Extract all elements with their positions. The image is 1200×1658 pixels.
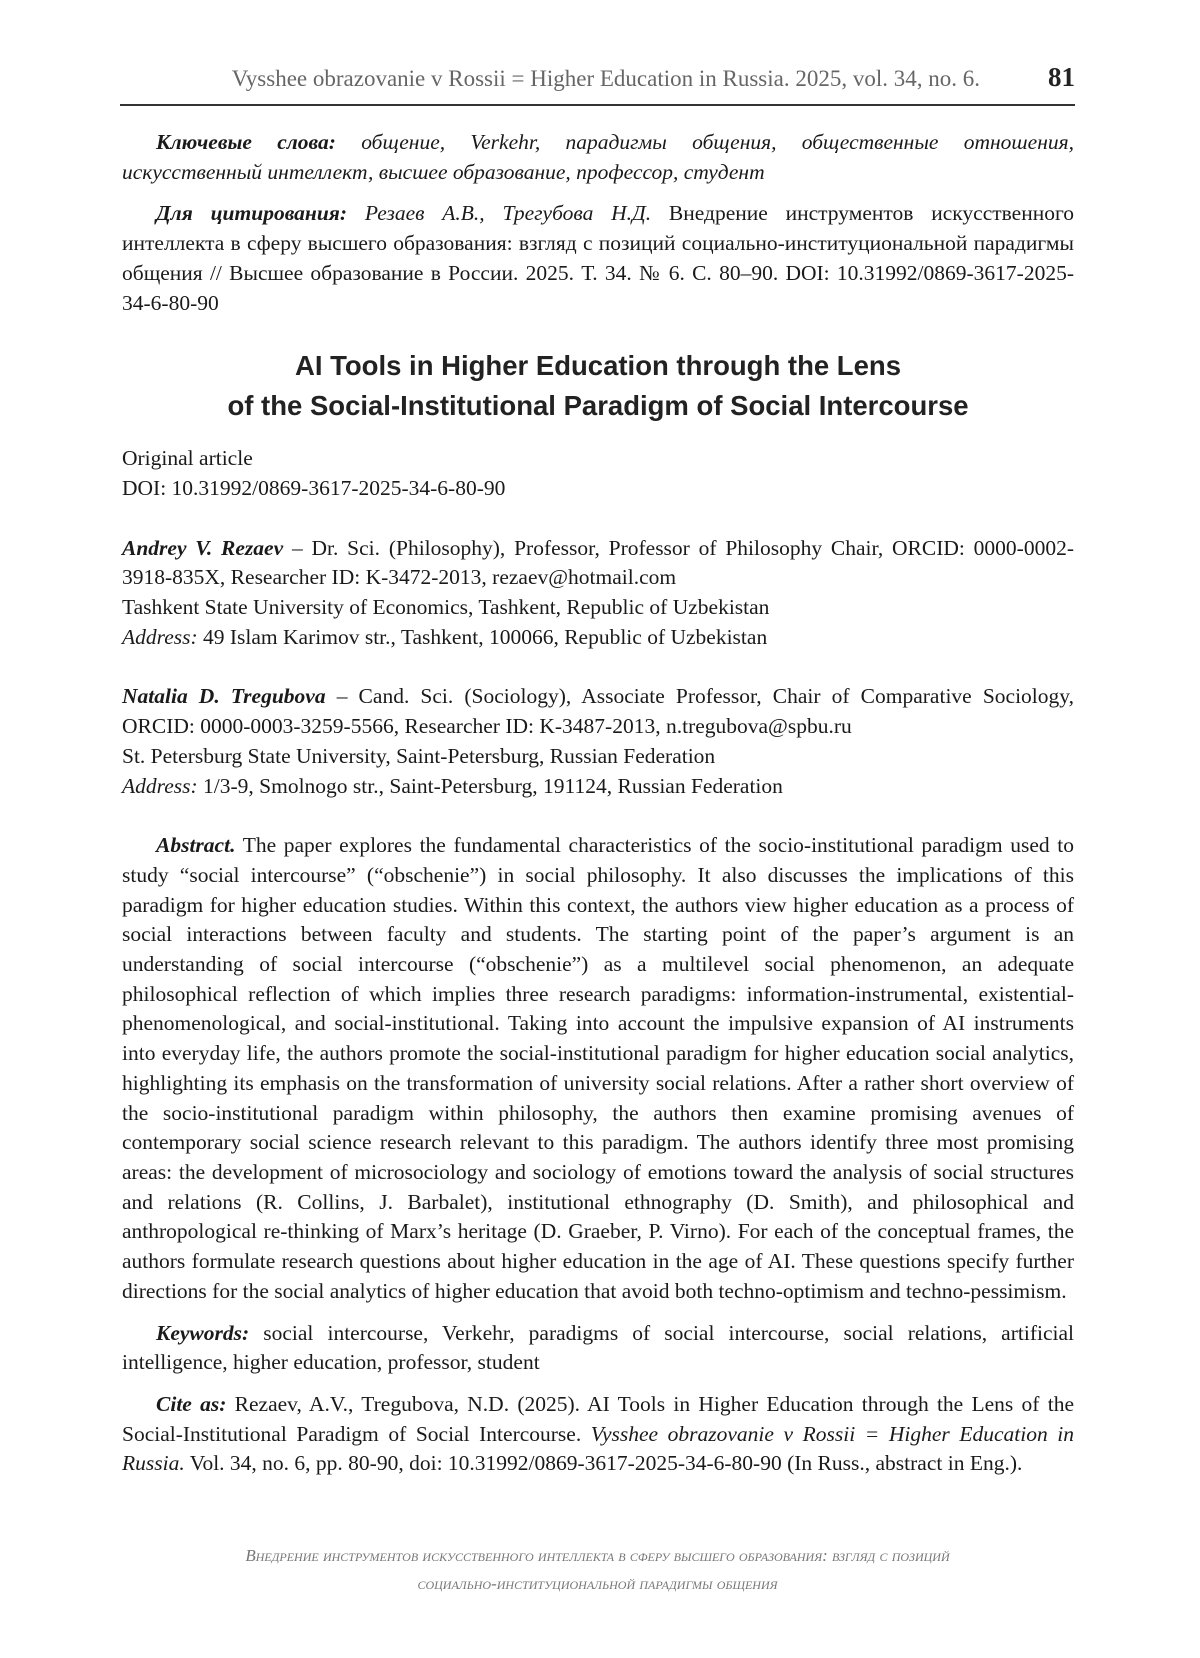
italic-text: Vysshee obrazovanie v Rossii = Higher Education in Russia.	[122, 1421, 1074, 1476]
italic-text: общение, Verkehr, парадигмы общения, общественные отношения, искусственный интеллект, высшее образование, профессор, студент	[122, 130, 1074, 184]
body-text: social intercourse, Verkehr, paradigms of social intercourse, social relations, artificial intelligence, higher education, professor, student	[122, 1320, 1074, 1375]
footer-line: Внедрение инструментов искусственного интеллекта в сферу высшего образования: взгляд с позиций	[245, 1546, 950, 1565]
body-text: – Cand. Sci. (Sociology), Associate Professor, Chair of Comparative Sociology, ORCID: 0000-0003-3259-5566, Researcher ID: K-3487-2013, n.tregubova@spbu.ru	[122, 684, 1074, 739]
keywords	[122, 1319, 1074, 1378]
author-affiliation: Tashkent State University of Economics, Tashkent, Republic of Uzbekistan	[122, 595, 770, 620]
body-text: Vol. 34, no. 6, pp. 80-90, doi: 10.31992/0869-3617-2025-34-6-80-90 (In Russ., abstract in Eng.).	[184, 1451, 1023, 1476]
label-text: Abstract.	[156, 833, 236, 858]
footer-line: социально-институциональной парадигмы общения	[417, 1574, 778, 1593]
address-value: 49 Islam Karimov str., Tashkent, 100066, Republic of Uzbekistan	[197, 624, 768, 649]
russian-citation	[122, 199, 1074, 318]
page-number: 81	[1048, 62, 1075, 92]
body-text: Внедрение инструментов искусственного интеллекта в сферу высшего образования: взгляд с позиций социально-институциональной парадигмы общения // Высшее образование в России. 2025. Т. 34. № 6. С. 80–90. DOI: 10.31992/0869-3617-2025-34-6-80-90	[122, 201, 1074, 315]
label-text: Andrey V. Rezaev	[122, 535, 284, 560]
abstract	[122, 831, 1074, 1306]
address-label: Address:	[122, 624, 198, 649]
author-bio	[122, 534, 1074, 593]
address-label: Address:	[122, 773, 198, 798]
author-block	[122, 682, 1074, 801]
body-text: – Dr. Sci. (Philosophy), Professor, Professor of Philosophy Chair, ORCID: 0000-0002-3918-835X, Researcher ID: K-3472-2013, rezaev@hotmail.com	[122, 535, 1074, 590]
author-bio	[122, 682, 1074, 741]
article-title-line: AI Tools in Higher Education through the Lens	[294, 350, 901, 382]
label-text: Ключевые слова:	[156, 130, 336, 154]
body-text: Rezaev, A.V., Tregubova, N.D. (2025). AI Tools in Higher Education through the Lens of the Social-Institutional Paradigm of Social Intercourse.	[122, 1391, 1074, 1446]
label-text: Keywords:	[156, 1320, 250, 1345]
russian-keywords	[122, 128, 1074, 187]
cite-as	[122, 1390, 1074, 1479]
body-text: The paper explores the fundamental characteristics of the socio-institutional paradigm used to study “social intercourse” (“obschenie”) in social philosophy. It also discusses the implications of this paradigm for higher education studies. Within this context, the authors view higher education as a process of social interactions between faculty and students. The starting point of the paper’s argument is an understanding of social intercourse (“obschenie”) as a multilevel social phenomenon, an adequate philosophical reflection of which implies three research paradigms: information-instrumental, existential-phenomenological, and social-institutional. Taking into account the impulsive expansion of AI instruments into everyday life, the authors promote the social-institutional paradigm for higher education social analytics, highlighting its emphasis on the transformation of university social relations. After a rather short overview of the socio-institutional paradigm within philosophy, the authors then examine promising avenues of contemporary social science research relevant to this paradigm. The authors identify three most promising areas: the development of microsociology and sociology of emotions toward the analysis of social structures and relations (R. Collins, J. Barbalet), institutional ethnography (D. Smith), and philosophical and anthropological re-thinking of Marx’s heritage (D. Graeber, P. Virno). For each of the conceptual frames, the authors formulate research questions about higher education in the age of AI. These questions specify further directions for the social analytics of higher education that avoid both techno-optimism and techno-pessimism.	[122, 833, 1074, 1303]
article-title	[122, 346, 1074, 426]
author-affiliation: St. Petersburg State University, Saint-Petersburg, Russian Federation	[122, 743, 716, 768]
italic-text: Резаев А.В., Трегубова Н.Д.	[347, 201, 652, 226]
author-address	[122, 623, 1074, 653]
author-block	[122, 534, 1074, 653]
article-title-line: of the Social-Institutional Paradigm of Social Intercourse	[227, 390, 969, 422]
article-doi: DOI: 10.31992/0869-3617-2025-34-6-80-90	[122, 475, 506, 500]
label-text: Natalia D. Tregubova	[122, 684, 326, 709]
running-header	[120, 60, 1075, 106]
author-address	[122, 772, 1074, 802]
running-footer	[120, 1542, 1075, 1598]
label-text: Cite as:	[156, 1391, 227, 1416]
journal-citation-header: Vysshee obrazovanie v Rossii = Higher Education in Russia. 2025, vol. 34, no. 6.	[231, 66, 980, 91]
address-value: 1/3-9, Smolnogo str., Saint-Petersburg, 191124, Russian Federation	[197, 773, 783, 798]
page-content	[122, 128, 1074, 1479]
label-text: Для цитирования:	[156, 201, 348, 226]
article-type: Original article	[122, 446, 253, 471]
